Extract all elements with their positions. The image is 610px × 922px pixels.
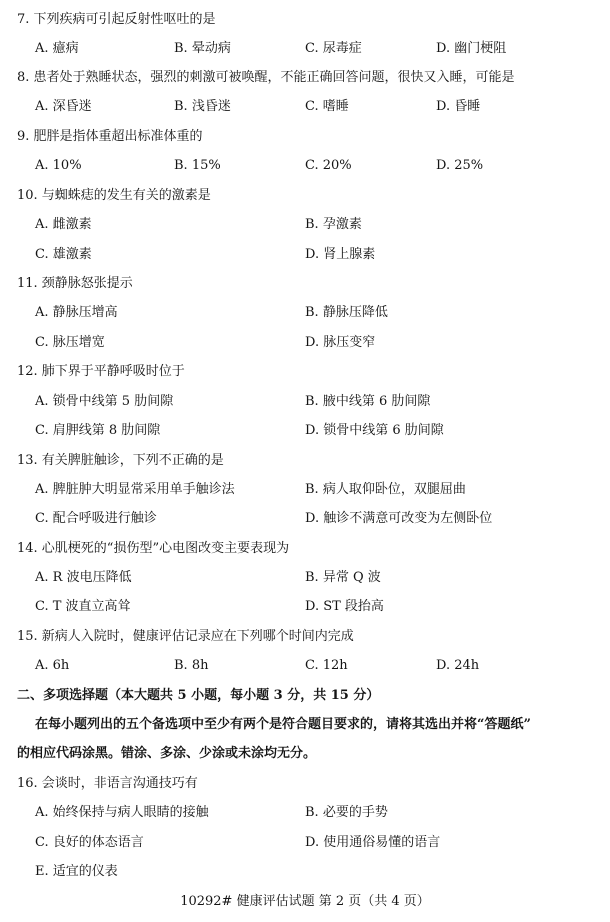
- option-b: B. 8h: [174, 658, 209, 673]
- option-e: E. 适宜的仪表: [35, 864, 118, 879]
- question-stem: 13. 有关脾脏触诊，下列不正确的是: [17, 453, 224, 468]
- option-d: D. 昏睡: [436, 99, 481, 114]
- question-15-stem-line: [0, 622, 610, 651]
- option-d: D. 肾上腺素: [305, 247, 376, 262]
- question-15-options: [0, 651, 610, 680]
- section-2-instruction-line-2: [0, 739, 610, 768]
- question-13-stem-line: [0, 446, 610, 475]
- option-d: D. ST 段抬高: [305, 599, 384, 614]
- option-b: B. 浅昏迷: [174, 99, 231, 114]
- section-heading: 二、多项选择题（本大题共 5 小题，每小题 3 分，共 15 分）: [17, 688, 380, 703]
- question-stem: 12. 肺下界于平静呼吸时位于: [17, 364, 185, 379]
- option-c: C. 嗜睡: [305, 99, 349, 114]
- question-14-options-row-1: [0, 563, 610, 592]
- section-instruction: 在每小题列出的五个备选项中至少有两个是符合题目要求的，请将其选出并将“答题纸”: [35, 717, 531, 732]
- question-7-options: [0, 34, 610, 63]
- question-7-stem-line: [0, 5, 610, 34]
- question-16-options-row-3: [0, 857, 610, 886]
- question-16-stem-line: [0, 769, 610, 798]
- option-a: A. 始终保持与病人眼睛的接触: [35, 805, 209, 820]
- option-c: C. 脉压增宽: [35, 335, 105, 350]
- option-b: B. 静脉压降低: [305, 305, 388, 320]
- section-instruction-continued: 的相应代码涂黑。错涂、多涂、少涂或未涂均无分。: [17, 746, 317, 761]
- question-11-stem-line: [0, 269, 610, 298]
- option-a: A. 深昏迷: [35, 99, 92, 114]
- option-b: B. 15%: [174, 158, 221, 173]
- option-c: C. 12h: [305, 658, 348, 673]
- question-8-options: [0, 92, 610, 121]
- section-2-heading-line: [0, 681, 610, 710]
- option-c: C. 雄激素: [35, 247, 92, 262]
- question-12-options-row-2: [0, 416, 610, 445]
- question-14-options-row-2: [0, 592, 610, 621]
- option-a: A. 雌激素: [35, 217, 92, 232]
- option-d: D. 脉压变窄: [305, 335, 376, 350]
- question-16-options-row-2: [0, 828, 610, 857]
- option-c: C. 肩胛线第 8 肋间隙: [35, 423, 161, 438]
- question-stem: 10. 与蜘蛛痣的发生有关的激素是: [17, 188, 211, 203]
- option-c: C. 配合呼吸进行触诊: [35, 511, 157, 526]
- option-a: A. 6h: [35, 658, 70, 673]
- question-13-options-row-2: [0, 504, 610, 533]
- question-stem: 16. 会谈时，非语言沟通技巧有: [17, 776, 198, 791]
- option-b: B. 必要的手势: [305, 805, 388, 820]
- option-c: C. 尿毒症: [305, 41, 362, 56]
- question-stem: 11. 颈静脉怒张提示: [17, 276, 133, 291]
- question-11-options-row-1: [0, 298, 610, 327]
- question-stem: 7. 下列疾病可引起反射性呕吐的是: [17, 12, 216, 27]
- option-a: A. R 波电压降低: [35, 570, 132, 585]
- option-a: A. 癔病: [35, 41, 79, 56]
- option-a: A. 锁骨中线第 5 肋间隙: [35, 394, 174, 409]
- option-b: B. 孕激素: [305, 217, 362, 232]
- question-13-options-row-1: [0, 475, 610, 504]
- question-stem: 15. 新病人入院时，健康评估记录应在下列哪个时间内完成: [17, 629, 354, 644]
- question-10-stem-line: [0, 181, 610, 210]
- option-d: D. 24h: [436, 658, 480, 673]
- page-footer: 10292# 健康评估试题 第 2 页（共 4 页）: [180, 894, 430, 909]
- option-a: A. 10%: [35, 158, 82, 173]
- question-12-options-row-1: [0, 387, 610, 416]
- question-8-stem-line: [0, 63, 610, 92]
- question-stem: 8. 患者处于熟睡状态，强烈的刺激可被唤醒，不能正确回答问题，很快又入睡，可能是: [17, 70, 515, 85]
- option-d: D. 触诊不满意可改变为左侧卧位: [305, 511, 493, 526]
- option-d: D. 锁骨中线第 6 肋间隙: [305, 423, 444, 438]
- question-10-options-row-2: [0, 240, 610, 269]
- question-16-options-row-1: [0, 798, 610, 827]
- option-a: A. 静脉压增高: [35, 305, 118, 320]
- section-2-instruction-line-1: [0, 710, 610, 739]
- question-12-stem-line: [0, 357, 610, 386]
- option-a: A. 脾脏肿大明显常采用单手触诊法: [35, 482, 235, 497]
- question-9-stem-line: [0, 122, 610, 151]
- question-stem: 14. 心肌梗死的“损伤型”心电图改变主要表现为: [17, 541, 290, 556]
- option-b: B. 病人取仰卧位，双腿屈曲: [305, 482, 466, 497]
- question-9-options: [0, 151, 610, 180]
- question-14-stem-line: [0, 534, 610, 563]
- question-10-options-row-1: [0, 210, 610, 239]
- option-b: B. 晕动病: [174, 41, 231, 56]
- option-c: C. T 波直立高耸: [35, 599, 131, 614]
- question-11-options-row-2: [0, 328, 610, 357]
- question-stem: 9. 肥胖是指体重超出标准体重的: [17, 129, 203, 144]
- option-c: C. 良好的体态语言: [35, 835, 144, 850]
- option-c: C. 20%: [305, 158, 352, 173]
- option-b: B. 腋中线第 6 肋间隙: [305, 394, 431, 409]
- option-b: B. 异常 Q 波: [305, 570, 381, 585]
- option-d: D. 使用通俗易懂的语言: [305, 835, 441, 850]
- option-d: D. 25%: [436, 158, 484, 173]
- option-d: D. 幽门梗阻: [436, 41, 507, 56]
